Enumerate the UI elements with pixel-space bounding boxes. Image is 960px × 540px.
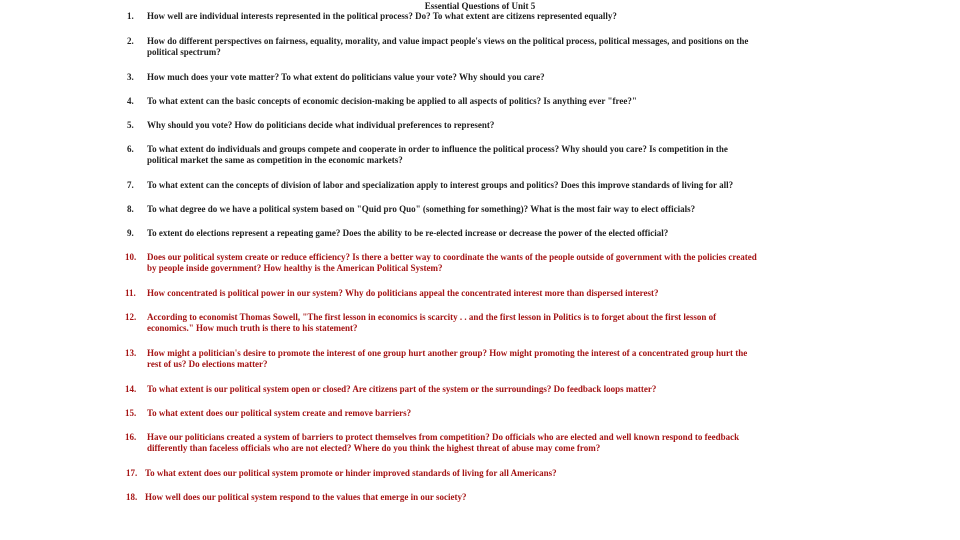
question-number: 15.: [125, 408, 137, 418]
question-number: 10.: [125, 252, 137, 262]
question-text: To extent do elections represent a repeating game? Does the ability to be re-elected increase or decrease the power of the elected official?: [147, 228, 669, 238]
page-title: Essential Questions of Unit 5: [424, 1, 536, 11]
question-number: 9.: [127, 228, 134, 238]
question-number: 8.: [127, 204, 134, 214]
question-text: To what extent do individuals and groups compete and cooperate in order to influence the political process? Why should you care? Is competition in the political market the same as competition in the economic markets?: [147, 144, 728, 165]
question-number: 2.: [127, 36, 134, 46]
question-text: To what degree do we have a political system based on "Quid pro Quo" (something for something)? What is the most fair way to elect officials?: [147, 204, 696, 214]
question-text: Does our political system create or reduce efficiency? Is there a better way to coordinate the wants of the people outside of government with the policies created by people inside government? How healthy is the American Political System?: [147, 252, 757, 273]
question-number: 6.: [127, 144, 134, 154]
question-text: How concentrated is political power in our system? Why do politicians appeal the concentrated interest more than dispersed interest?: [147, 288, 659, 298]
question-number: 12.: [125, 312, 137, 322]
question-number: 5.: [127, 120, 134, 130]
question-text: How well are individual interests represented in the political process? Do? To what extent are citizens represented equally?: [147, 11, 617, 21]
question-text: According to economist Thomas Sowell, "The first lesson in economics is scarcity . . and the first lesson in Politics is to forget about the first lesson of economics." How much truth is there to his statement?: [147, 312, 717, 333]
question-text: Why should you vote? How do politicians decide what individual preferences to represent?: [147, 120, 495, 130]
question-text: How do different perspectives on fairness, equality, morality, and value impact people's views on the political process, political messages, and positions on the political spectrum?: [147, 36, 749, 57]
question-text: To what extent can the basic concepts of economic decision-making be applied to all aspects of politics? Is anything ever "free?": [147, 96, 637, 106]
question-number: 17.: [126, 468, 138, 478]
question-text: Have our politicians created a system of barriers to protect themselves from competition? Do officials who are elected and well known respond to feedback differently than faceless officials who are not elected? Where do you think the highest threat of abuse may come from?: [147, 432, 740, 453]
question-number: 3.: [127, 72, 134, 82]
question-number: 7.: [127, 180, 134, 190]
question-number: 14.: [125, 384, 137, 394]
question-number: 11.: [125, 288, 136, 298]
question-text: To what extent does our political system create and remove barriers?: [147, 408, 412, 418]
question-text: How well does our political system respond to the values that emerge in our society?: [145, 492, 467, 502]
question-text: How much does your vote matter? To what extent do politicians value your vote? Why should you care?: [147, 72, 545, 82]
question-text: To what extent does our political system promote or hinder improved standards of living for all Americans?: [145, 468, 557, 478]
question-text: How might a politician's desire to promote the interest of one group hurt another group? How might promoting the interest of a concentrated group hurt the rest of us? Do elections matter?: [147, 348, 748, 369]
question-text: To what extent is our political system open or closed? Are citizens part of the system or the surroundings? Do feedback loops matter?: [147, 384, 657, 394]
question-number: 16.: [125, 432, 137, 442]
question-number: 13.: [125, 348, 137, 358]
question-number: 18.: [126, 492, 138, 502]
question-number: 1.: [127, 11, 134, 21]
question-text: To what extent can the concepts of division of labor and specialization apply to interest groups and politics? Does this improve standards of living for all?: [147, 180, 734, 190]
question-number: 4.: [127, 96, 134, 106]
